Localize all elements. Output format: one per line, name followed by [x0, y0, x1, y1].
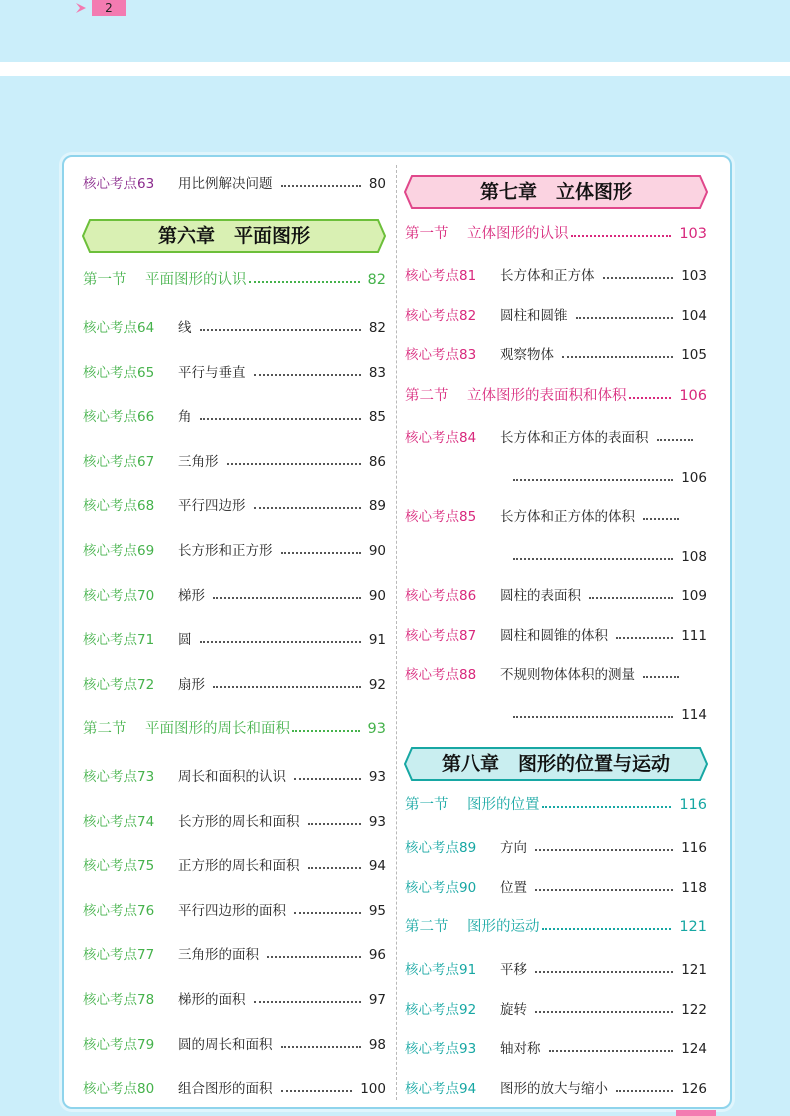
- entry-title: 梯形: [178, 587, 205, 604]
- entry-label: 核心考点81: [405, 268, 477, 284]
- entry-title: 圆的周长和面积: [178, 1036, 273, 1053]
- entry-label: 核心考点76: [83, 902, 155, 919]
- entry-page: 124: [681, 1041, 707, 1057]
- entry-page: 108: [681, 549, 707, 565]
- dot-leader: [629, 387, 672, 399]
- section-page: 82: [367, 272, 386, 288]
- section-page: 103: [679, 226, 707, 242]
- header-divider: [0, 62, 790, 76]
- toc-entry[interactable]: [405, 961, 707, 979]
- toc-entry[interactable]: [83, 408, 386, 426]
- entry-page: 86: [368, 453, 386, 470]
- entry-label: 核心考点90: [405, 879, 477, 896]
- entry-title: 组合图形的面积: [178, 1081, 273, 1098]
- dot-leader: [308, 857, 361, 869]
- section-title: 立体图形的表面积和体积: [467, 388, 627, 404]
- entry-label: 核心考点86: [405, 588, 477, 604]
- section-heading[interactable]: [405, 224, 707, 244]
- entry-title: 圆柱和圆锥的体积: [500, 628, 608, 644]
- entry-page: 93: [368, 813, 386, 830]
- section-title: 平面图形的周长和面积: [145, 721, 290, 737]
- toc-entry[interactable]: [83, 587, 386, 605]
- dot-leader: [213, 676, 361, 688]
- entry-label: 核心考点87: [405, 628, 477, 644]
- dot-leader: [535, 961, 673, 973]
- toc-entry[interactable]: [83, 946, 386, 964]
- entry-title: 周长和面积的认识: [178, 769, 286, 785]
- toc-entry[interactable]: [405, 587, 707, 605]
- dot-leader: [562, 346, 673, 358]
- section-heading[interactable]: [83, 270, 386, 290]
- dot-leader: [513, 469, 673, 481]
- entry-title: 正方形的周长和面积: [178, 858, 300, 875]
- entry-title: 观察物体: [500, 347, 554, 363]
- toc-entry[interactable]: [405, 879, 707, 897]
- dot-leader: [200, 408, 361, 420]
- entry-label: 核心考点93: [405, 1041, 477, 1057]
- dot-leader: [576, 307, 674, 319]
- entry-title: 角: [178, 409, 192, 426]
- entry-label: 核心考点83: [405, 347, 477, 363]
- entry-page: 83: [368, 364, 386, 381]
- section-title: 平面图形的认识: [145, 272, 247, 288]
- entry-label: 核心考点71: [83, 632, 155, 649]
- entry-page: 126: [681, 1080, 707, 1097]
- section-heading[interactable]: [405, 795, 707, 815]
- section-label: 第二节: [83, 721, 127, 737]
- entry-title: 平行四边形: [178, 498, 246, 515]
- dot-leader: [281, 175, 361, 187]
- page-number: 2: [92, 0, 126, 16]
- dot-leader: [535, 1001, 673, 1013]
- entry-page: 122: [681, 1001, 707, 1018]
- chapter-title: 第八章 图形的位置与运动: [441, 753, 670, 775]
- entry-label: 核心考点92: [405, 1001, 477, 1018]
- entry-page: 104: [681, 307, 707, 324]
- section-page: 121: [679, 919, 707, 935]
- entry-label: 核心考点89: [405, 840, 477, 856]
- toc-entry[interactable]: [405, 508, 707, 526]
- entry-label: 核心考点68: [83, 498, 155, 515]
- dot-leader: [308, 813, 361, 825]
- entry-title: 位置: [500, 879, 527, 896]
- entry-label: 核心考点64: [83, 320, 155, 336]
- dot-leader: [281, 1036, 361, 1048]
- section-heading[interactable]: [83, 719, 386, 739]
- toc-entry-continuation[interactable]: [513, 548, 707, 566]
- dot-leader: [616, 627, 673, 639]
- dot-leader: [292, 720, 360, 732]
- entry-page: 93: [368, 769, 386, 785]
- toc-entry[interactable]: [405, 1040, 707, 1058]
- dot-leader: [535, 879, 673, 891]
- dot-leader: [589, 587, 673, 599]
- section-label: 第一节: [83, 272, 127, 288]
- toc-entry[interactable]: [83, 319, 386, 337]
- entry-title: 圆柱和圆锥: [500, 307, 568, 324]
- entry-page: 111: [681, 628, 707, 644]
- dot-leader: [616, 1080, 673, 1092]
- entry-label: 核心考点82: [405, 307, 477, 324]
- entry-title: 平移: [500, 962, 527, 978]
- dot-leader: [254, 497, 361, 509]
- entry-label: 核心考点77: [83, 947, 155, 964]
- entry-page: 89: [368, 498, 386, 515]
- entry-label: 核心考点84: [405, 430, 477, 446]
- chapter-7-banner[interactable]: [404, 175, 708, 209]
- entry-title: 平行与垂直: [178, 364, 246, 381]
- section-page: 106: [679, 388, 707, 404]
- toc-entry[interactable]: [405, 839, 707, 857]
- entry-page: 103: [681, 268, 707, 284]
- toc-entry[interactable]: [83, 1036, 386, 1054]
- entry-label: 核心考点88: [405, 667, 477, 683]
- entry-title: 用比例解决问题: [178, 176, 273, 192]
- dot-leader: [200, 631, 361, 643]
- entry-page: 121: [681, 962, 707, 978]
- dot-leader: [643, 666, 679, 678]
- entry-page: 109: [681, 588, 707, 604]
- entry-title: 圆: [178, 632, 192, 649]
- toc-entry[interactable]: [405, 307, 707, 325]
- entry-page: 94: [368, 858, 386, 875]
- entry-title: 三角形的面积: [178, 947, 259, 964]
- section-page: 116: [679, 797, 707, 813]
- section-page: 93: [367, 721, 386, 737]
- entry-title: 长方体和正方体的表面积: [500, 430, 649, 446]
- dot-leader: [513, 548, 673, 560]
- entry-title: 三角形: [178, 453, 219, 470]
- entry-label: 核心考点75: [83, 858, 155, 875]
- entry-title: 旋转: [500, 1001, 527, 1018]
- toc-entry[interactable]: [83, 768, 386, 786]
- entry-page: 97: [368, 992, 386, 1008]
- entry-label: 核心考点66: [83, 409, 155, 426]
- section-label: 第二节: [405, 919, 449, 935]
- dot-leader: [213, 587, 361, 599]
- chapter-6-banner[interactable]: [82, 219, 386, 253]
- dot-leader: [571, 225, 672, 237]
- toc-entry[interactable]: [83, 676, 386, 694]
- section-label: 第一节: [405, 226, 449, 242]
- entry-label: 核心考点67: [83, 453, 155, 470]
- entry-title: 线: [178, 320, 192, 336]
- toc-entry[interactable]: [83, 902, 386, 920]
- dot-leader: [657, 429, 693, 441]
- entry-label: 核心考点63: [83, 176, 155, 192]
- entry-label: 核心考点79: [83, 1036, 155, 1053]
- entry-label: 核心考点94: [405, 1080, 477, 1097]
- entry-page: 98: [368, 1036, 386, 1053]
- toc-entry[interactable]: [83, 813, 386, 831]
- dot-leader: [542, 918, 672, 930]
- dot-leader: [535, 839, 673, 851]
- entry-title: 图形的放大与缩小: [500, 1080, 608, 1097]
- dot-leader: [643, 508, 679, 520]
- toc-entry[interactable]: [83, 1080, 386, 1098]
- section-title: 立体图形的认识: [467, 226, 569, 242]
- entry-title: 长方形的周长和面积: [178, 813, 300, 830]
- column-divider: [396, 165, 397, 1100]
- toc-entry[interactable]: [405, 1080, 707, 1098]
- entry-page: 106: [681, 470, 707, 486]
- chapter-8-banner[interactable]: [404, 747, 708, 781]
- entry-page: 92: [368, 676, 386, 693]
- entry-title: 长方体和正方体的体积: [500, 509, 635, 525]
- entry-page: 82: [368, 320, 386, 336]
- entry-page: 118: [681, 879, 707, 896]
- dot-leader: [281, 1080, 353, 1092]
- section-label: 第一节: [405, 797, 449, 813]
- bottom-accent: [676, 1110, 716, 1116]
- entry-page: 90: [368, 543, 386, 559]
- entry-label: 核心考点69: [83, 543, 155, 559]
- dot-leader: [254, 364, 361, 376]
- toc-entry[interactable]: [83, 542, 386, 560]
- entry-label: 核心考点70: [83, 587, 155, 604]
- entry-title: 平行四边形的面积: [178, 902, 286, 919]
- toc-entry-continuation[interactable]: [513, 469, 707, 487]
- toc-entry[interactable]: [83, 631, 386, 649]
- chapter-title: 第七章 立体图形: [479, 181, 632, 203]
- entry-label: 核心考点80: [83, 1081, 155, 1098]
- entry-page: 116: [681, 840, 707, 856]
- entry-title: 方向: [500, 840, 527, 856]
- toc-entry[interactable]: [83, 175, 386, 193]
- toc-entry[interactable]: [405, 429, 707, 447]
- entry-title: 轴对称: [500, 1041, 541, 1057]
- entry-title: 扇形: [178, 676, 205, 693]
- entry-page: 90: [368, 587, 386, 604]
- entry-title: 圆柱的表面积: [500, 588, 581, 604]
- dot-leader: [294, 902, 361, 914]
- dot-leader: [200, 319, 361, 331]
- section-heading[interactable]: [405, 386, 707, 406]
- entry-label: 核心考点72: [83, 676, 155, 693]
- entry-title: 长方体和正方体: [500, 268, 595, 284]
- entry-label: 核心考点85: [405, 509, 477, 525]
- entry-page: 114: [681, 707, 707, 723]
- sparkle-arrow-icon: [76, 0, 90, 14]
- entry-title: 长方形和正方形: [178, 543, 273, 559]
- entry-label: 核心考点91: [405, 962, 477, 978]
- section-heading[interactable]: [405, 917, 707, 937]
- dot-leader: [249, 271, 360, 283]
- entry-page: 96: [368, 947, 386, 964]
- dot-leader: [281, 542, 361, 554]
- dot-leader: [267, 946, 361, 958]
- entry-label: 核心考点74: [83, 813, 155, 830]
- toc-entry[interactable]: [405, 666, 707, 684]
- section-title: 图形的运动: [467, 919, 540, 935]
- entry-page: 105: [681, 347, 707, 363]
- entry-page: 91: [368, 632, 386, 649]
- toc-entry[interactable]: [83, 497, 386, 515]
- dot-leader: [549, 1040, 674, 1052]
- dot-leader: [542, 796, 672, 808]
- entry-label: 核心考点65: [83, 364, 155, 381]
- toc-entry[interactable]: [83, 857, 386, 875]
- section-label: 第二节: [405, 388, 449, 404]
- entry-label: 核心考点78: [83, 992, 155, 1008]
- entry-page: 100: [360, 1081, 386, 1098]
- entry-page: 85: [368, 409, 386, 426]
- toc-entry[interactable]: [83, 453, 386, 471]
- entry-page: 95: [368, 902, 386, 919]
- entry-label: 核心考点73: [83, 769, 155, 785]
- entry-page: 80: [368, 176, 386, 192]
- section-title: 图形的位置: [467, 797, 540, 813]
- toc-entry[interactable]: [405, 346, 707, 364]
- toc-entry[interactable]: [405, 627, 707, 645]
- toc-entry[interactable]: [83, 991, 386, 1009]
- toc-entry[interactable]: [405, 1001, 707, 1019]
- chapter-title: 第六章 平面图形: [157, 225, 310, 247]
- dot-leader: [254, 991, 361, 1003]
- dot-leader: [294, 768, 361, 780]
- dot-leader: [603, 267, 674, 279]
- entry-title: 梯形的面积: [178, 992, 246, 1008]
- toc-entry[interactable]: [405, 267, 707, 285]
- entry-title: 不规则物体体积的测量: [500, 667, 635, 683]
- toc-entry-continuation[interactable]: [513, 706, 707, 724]
- toc-entry[interactable]: [83, 364, 386, 382]
- dot-leader: [513, 706, 673, 718]
- dot-leader: [227, 453, 361, 465]
